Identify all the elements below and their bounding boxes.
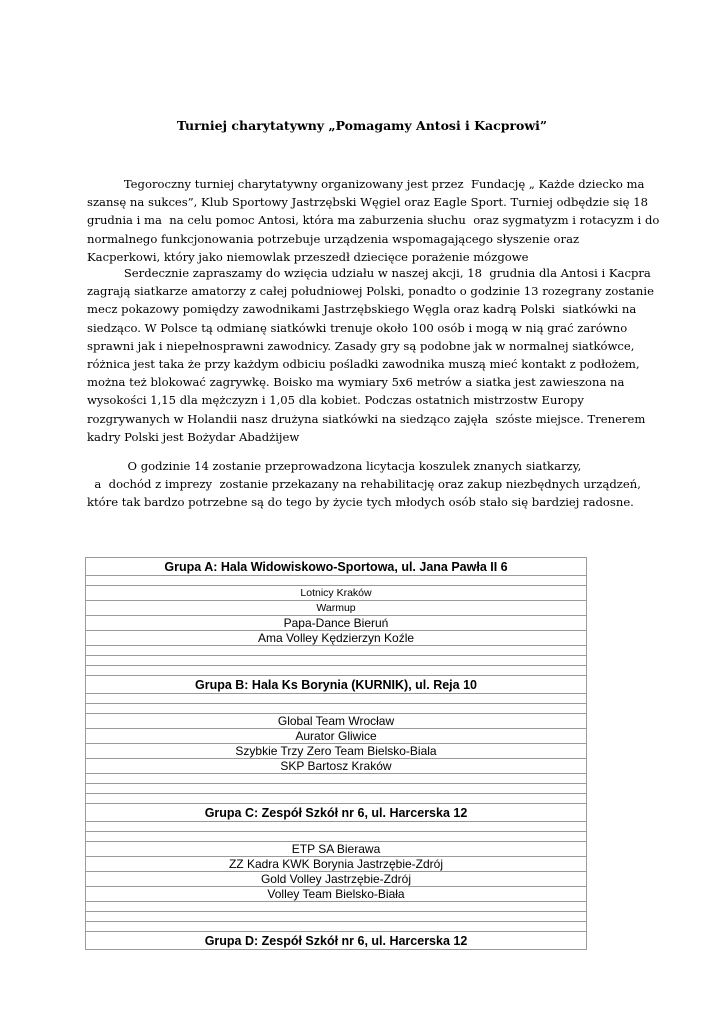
team-cell: Ama Volley Kędzierzyn Koźle <box>86 631 587 646</box>
empty-cell <box>86 912 587 922</box>
empty-row <box>86 784 587 794</box>
team-cell: ZZ Kadra KWK Borynia Jastrzębie-Zdrój <box>86 857 587 872</box>
team-cell: Szybkie Trzy Zero Team Bielsko-Biala <box>86 744 587 759</box>
team-cell: Global Team Wrocław <box>86 714 587 729</box>
paragraph-line: szansę na sukces”, Klub Sportowy Jastrzębski Węgiel oraz Eagle Sport. Turniej odbędzie się 18 <box>87 195 648 210</box>
empty-cell <box>86 822 587 832</box>
paragraph-line: normalnego funkcjonowania potrzebuje urządzenia wspomagającego słyszenie oraz <box>87 231 580 246</box>
empty-row <box>86 822 587 832</box>
team-cell: ETP SA Bierawa <box>86 842 587 857</box>
empty-cell <box>86 922 587 932</box>
paragraph-line: kadry Polski jest Bożydar Abadżijew <box>87 429 300 444</box>
paragraph-line: a dochód z imprezy zostanie przekazany na rehabilitację oraz zakup niezbędnych urządzeń, <box>87 477 641 492</box>
team-row <box>86 744 587 759</box>
empty-row <box>86 832 587 842</box>
paragraph-line: można też blokować zagrywkę. Boisko ma wymiary 5x6 metrów a siatka jest zawieszona na <box>87 375 625 390</box>
empty-cell <box>86 784 587 794</box>
group-header-cell: Grupa C: Zespół Szkół nr 6, ul. Harcerska 12 <box>86 804 587 822</box>
paragraph-invitation <box>87 264 654 446</box>
team-cell: Volley Team Bielsko-Biała <box>86 887 587 902</box>
empty-row <box>86 922 587 932</box>
team-cell: Warmup <box>86 601 587 616</box>
empty-row <box>86 576 587 586</box>
group-header-row <box>86 558 587 576</box>
team-row <box>86 887 587 902</box>
empty-cell <box>86 774 587 784</box>
empty-cell <box>86 902 587 912</box>
paragraph-line: mecz pokazowy pomiędzy zawodnikami Jastrzębskiego Węgla oraz kadrą Polski siatkówki na <box>87 302 637 317</box>
empty-row <box>86 902 587 912</box>
team-row <box>86 714 587 729</box>
paragraph-auction <box>87 457 647 512</box>
team-row <box>86 759 587 774</box>
team-row <box>86 857 587 872</box>
group-header-cell: Grupa A: Hala Widowiskowo-Sportowa, ul. Jana Pawła II 6 <box>86 558 587 576</box>
empty-row <box>86 704 587 714</box>
team-row <box>86 586 587 601</box>
paragraph-line: grudnia i ma na celu pomoc Antosi, która ma zaburzenia słuchu oraz sygmatyzm i rotacyzm i do <box>87 213 660 228</box>
group-header-row <box>86 676 587 694</box>
team-row <box>86 729 587 744</box>
team-cell: Aurator Gliwice <box>86 729 587 744</box>
team-row <box>86 631 587 646</box>
team-cell: Papa-Dance Bieruń <box>86 616 587 631</box>
empty-row <box>86 774 587 784</box>
team-cell: SKP Bartosz Kraków <box>86 759 587 774</box>
group-header-cell: Grupa D: Zespół Szkół nr 6, ul. Harcerska 12 <box>86 932 587 950</box>
paragraph-line: Kacperkowi, który jako niemowlak przeszedł dziecięce porażenie mózgowe <box>87 249 529 264</box>
empty-cell <box>86 576 587 586</box>
empty-cell <box>86 832 587 842</box>
paragraph-line: siedząco. W Polsce tą odmianę siatkówki trenuje około 100 osób i mogą w nią grać zarówno <box>87 320 628 335</box>
paragraph-line: O godzinie 14 zostanie przeprowadzona licytacja koszulek znanych siatkarzy, <box>87 459 582 473</box>
paragraph-line: wysokości 1,15 dla mężczyzn i 1,05 dla kobiet. Podczas ostatnich mistrzostw Europy <box>87 393 584 408</box>
paragraph-line: rozgrywanych w Holandii nasz drużyna siatkówki na siedząco zajęła szóste miejsce. Trenerem <box>87 411 646 426</box>
paragraph-line: Tegoroczny turniej charytatywny organizowany jest przez Fundację „ Każde dziecko ma <box>87 177 645 191</box>
empty-row <box>86 656 587 666</box>
empty-cell <box>86 704 587 714</box>
team-row <box>86 601 587 616</box>
groups-table <box>85 557 587 950</box>
group-header-cell: Grupa B: Hala Ks Borynia (KURNIK), ul. Reja 10 <box>86 676 587 694</box>
group-header-row <box>86 932 587 950</box>
empty-row <box>86 694 587 704</box>
empty-cell <box>86 656 587 666</box>
paragraph-line: sprawni jak i niepełnosprawni zawodnicy. Zasady gry są podobne jak w normalnej siatkówce, <box>87 338 635 353</box>
paragraph-line: Serdecznie zapraszamy do wzięcia udziału w naszej akcji, 18 grudnia dla Antosi i Kacpra <box>87 266 651 280</box>
paragraph-line: zagrają siatkarze amatorzy z całej południowej Polski, ponadto o godzinie 13 rozegrany zostanie <box>87 284 654 299</box>
team-row <box>86 842 587 857</box>
team-cell: Gold Volley Jastrzębie-Zdrój <box>86 872 587 887</box>
empty-row <box>86 912 587 922</box>
empty-row <box>86 794 587 804</box>
team-row <box>86 616 587 631</box>
empty-cell <box>86 666 587 676</box>
empty-row <box>86 646 587 656</box>
group-header-row <box>86 804 587 822</box>
groups-table-body <box>86 558 587 950</box>
empty-cell <box>86 794 587 804</box>
empty-cell <box>86 646 587 656</box>
paragraph-line: różnica jest taka że przy każdym odbiciu pośladki zawodnika muszą mieć kontakt z podłożem, <box>87 357 640 372</box>
document-title: Turniej charytatywny „Pomagamy Antosi i Kacprowi” <box>176 118 548 133</box>
empty-row <box>86 666 587 676</box>
paragraph-intro <box>87 175 660 266</box>
team-cell: Lotnicy Kraków <box>86 586 587 601</box>
team-row <box>86 872 587 887</box>
empty-cell <box>86 694 587 704</box>
paragraph-line: które tak bardzo potrzebne są do tego by życie tych młodych osób stało się bardziej radosne. <box>87 495 634 510</box>
